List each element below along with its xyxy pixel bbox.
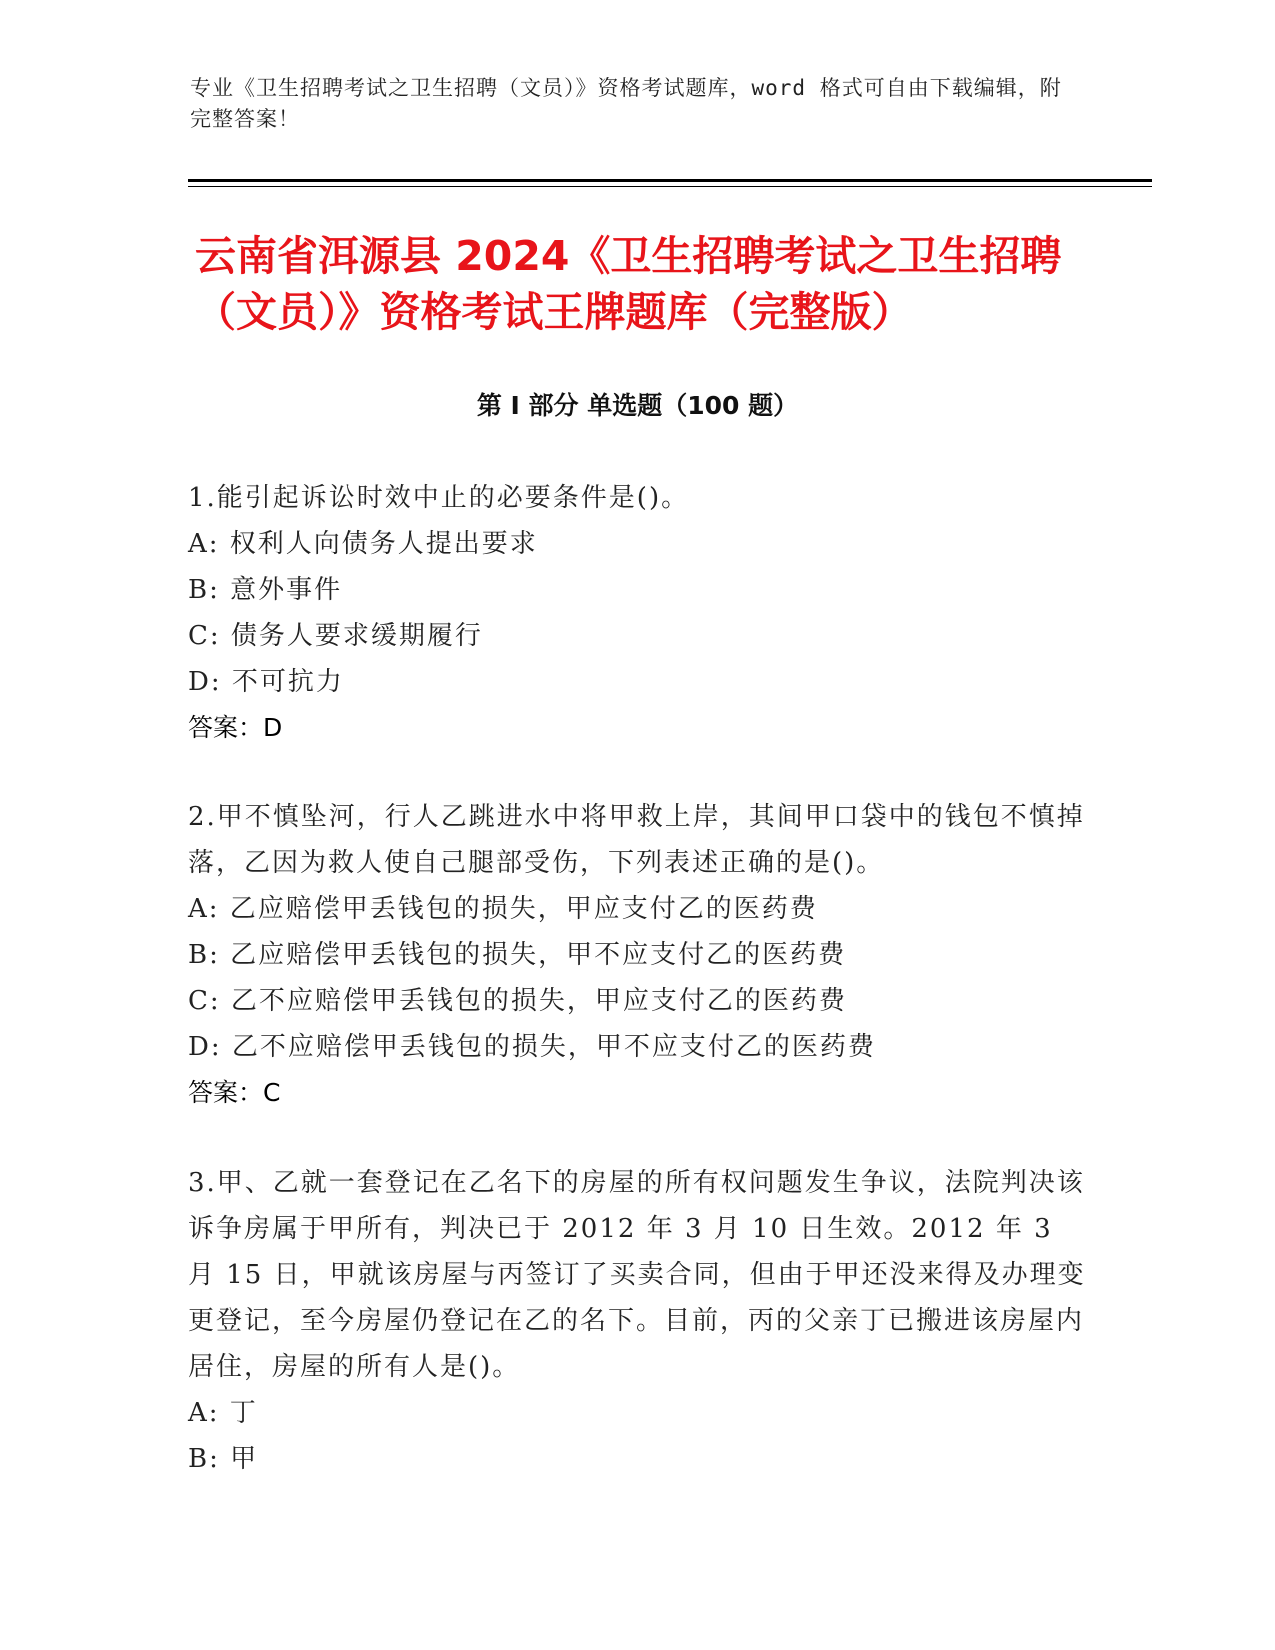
question-2 xyxy=(188,794,1088,1116)
header-divider-thin xyxy=(188,186,1152,187)
question-stem: 1.能引起诉讼时效中止的必要条件是()。 xyxy=(188,483,690,513)
option-a: A: 丁 xyxy=(188,1398,258,1428)
question-1 xyxy=(188,475,1088,751)
section-heading: 第 I 部分 单选题（100 题） xyxy=(476,391,799,420)
question-3 xyxy=(188,1160,1088,1482)
answer-line: 答案：C xyxy=(188,1078,281,1107)
option-b: B: 意外事件 xyxy=(188,575,343,605)
option-a: A: 权利人向债务人提出要求 xyxy=(188,529,538,559)
question-stem: 2.甲不慎坠河，行人乙跳进水中将甲救上岸，其间甲口袋中的钱包不慎掉落，乙因为救人使自己腿部受伤，下列表述正确的是()。 xyxy=(188,802,1085,878)
document-title: 云南省洱源县 2024《卫生招聘考试之卫生招聘（文员）》资格考试王牌题库（完整版） xyxy=(195,232,1062,336)
option-c: C: 债务人要求缓期履行 xyxy=(188,621,483,651)
option-d: D: 不可抗力 xyxy=(188,667,344,697)
question-stem: 3.甲、乙就一套登记在乙名下的房屋的所有权问题发生争议，法院判决该诉争房属于甲所有，判决已于 2012 年 3 月 10 日生效。2012 年 3 月 15 日，甲就该房屋与丙签订了买卖合同，但由于甲还没来得及办理变更登记，至今房屋仍登记在乙的名下。目前，丙的父亲丁已搬进该房屋内居住，房屋的所有人是()。 xyxy=(188,1168,1086,1382)
option-b: B: 乙应赔偿甲丢钱包的损失，甲不应支付乙的医药费 xyxy=(188,940,847,970)
option-c: C: 乙不应赔偿甲丢钱包的损失，甲应支付乙的医药费 xyxy=(188,986,847,1016)
option-b: B: 甲 xyxy=(188,1444,259,1474)
option-a: A: 乙应赔偿甲丢钱包的损失，甲应支付乙的医药费 xyxy=(188,894,818,924)
header-divider-thick xyxy=(188,179,1152,182)
option-d: D: 乙不应赔偿甲丢钱包的损失，甲不应支付乙的医药费 xyxy=(188,1032,876,1062)
answer-line: 答案：D xyxy=(188,713,283,742)
header-note: 专业《卫生招聘考试之卫生招聘（文员）》资格考试题库，word 格式可自由下载编辑，附完整答案！ xyxy=(190,76,1062,131)
